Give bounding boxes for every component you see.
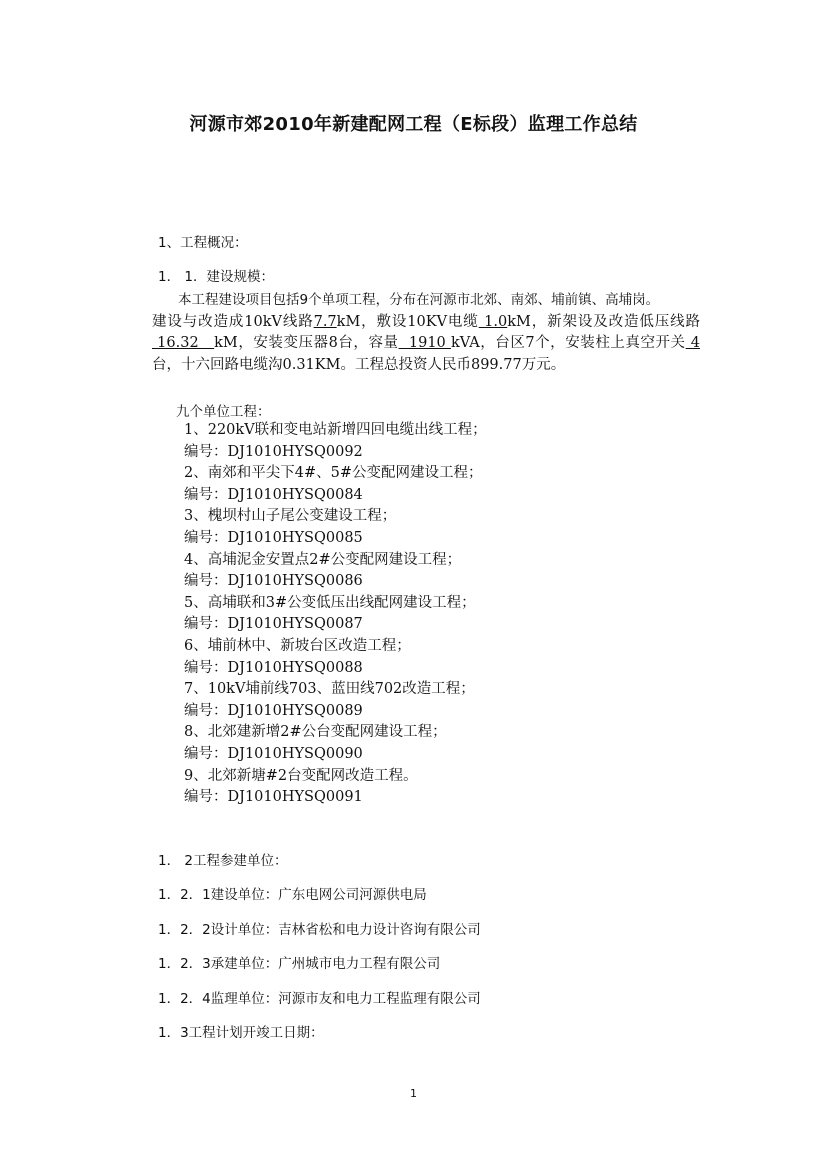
unit-supervisor: 1．2．4监理单位：河源市友和电力工程监理有限公司 [158,991,481,1007]
list-item: 编号：DJ1010HYSQ0087 [184,616,363,633]
list-item: 编号：DJ1010HYSQ0090 [184,745,363,762]
document-title: 河源市郊2010年新建配网工程（E标段）监理工作总结 [189,114,638,135]
scale-text-c: kM，新架设及改造低压线路 [507,313,700,330]
list-item: 1、220kV联和变电站新增四回电缆出线工程； [184,422,487,438]
scale-paragraph [152,290,700,376]
section-1-3-heading: 1．3工程计划开竣工日期： [158,1025,324,1041]
cable-length-value: 1.0 [478,313,508,330]
list-item: 3、槐坝村山子尾公变建设工程； [184,508,397,525]
scale-text-b: kM，敷设10KV电缆 [336,313,479,330]
list-item: 编号：DJ1010HYSQ0084 [184,486,363,503]
section-1-heading: 1、工程概况： [158,235,248,251]
scale-intro: 本工程建设项目包括9个单项工程，分布在河源市北郊、南郊、埔前镇、高埔岗。 [178,292,660,308]
scale-text-e: kVA，台区7个，安装柱上真空开关 [450,335,686,352]
project-list [184,420,487,809]
list-item: 编号：DJ1010HYSQ0088 [184,659,363,676]
list-item: 编号：DJ1010HYSQ0085 [184,529,363,546]
list-item: 8、北郊建新增2#公台变配网建设工程； [184,724,447,741]
list-item: 6、埔前林中、新坡台区改造工程； [184,637,411,654]
section-1-1-heading: 1． 1．建设规模： [158,269,274,285]
list-item: 2、南郊和平尖下4#、5#公变配网建设工程； [184,465,483,482]
unit-design: 1．2．2设计单位：吉林省松和电力设计咨询有限公司 [158,922,481,938]
page-number: 1 [410,1087,417,1100]
capacity-value: 1910 [398,335,451,352]
list-item: 7、10kV埔前线703、蓝田线702改造工程； [184,681,475,698]
list-item: 编号：DJ1010HYSQ0089 [184,702,363,719]
switch-count-value: 4 [685,335,700,352]
line-length-value: 7.7 [313,313,337,330]
unit-construction-owner: 1．2．1建设单位：广东电网公司河源供电局 [158,887,427,903]
list-item: 编号：DJ1010HYSQ0091 [184,789,363,806]
list-item: 4、高埔泥金安置点2#公变配网建设工程； [184,551,462,568]
list-item: 5、高埔联和3#公变低压出线配网建设工程； [184,594,476,611]
scale-text-d: kM，安装变压器8台，容量 [214,335,399,352]
lv-line-length-value: 16.32 [152,335,215,352]
unit-contractor: 1．2．3承建单位：广州城市电力工程有限公司 [158,956,441,972]
list-item: 编号：DJ1010HYSQ0086 [184,573,363,590]
projects-label: 九个单位工程： [176,404,271,420]
section-1-2-heading: 1． 2工程参建单位： [158,853,288,869]
list-item: 编号：DJ1010HYSQ0092 [184,443,363,460]
scale-text-a: 建设与改造成10kV线路 [152,313,314,330]
scale-text-f: 台，十六回路电缆沟0.31KM。工程总投资人民币899.77万元。 [152,356,566,373]
list-item: 9、北郊新塘#2台变配网改造工程。 [184,767,418,784]
